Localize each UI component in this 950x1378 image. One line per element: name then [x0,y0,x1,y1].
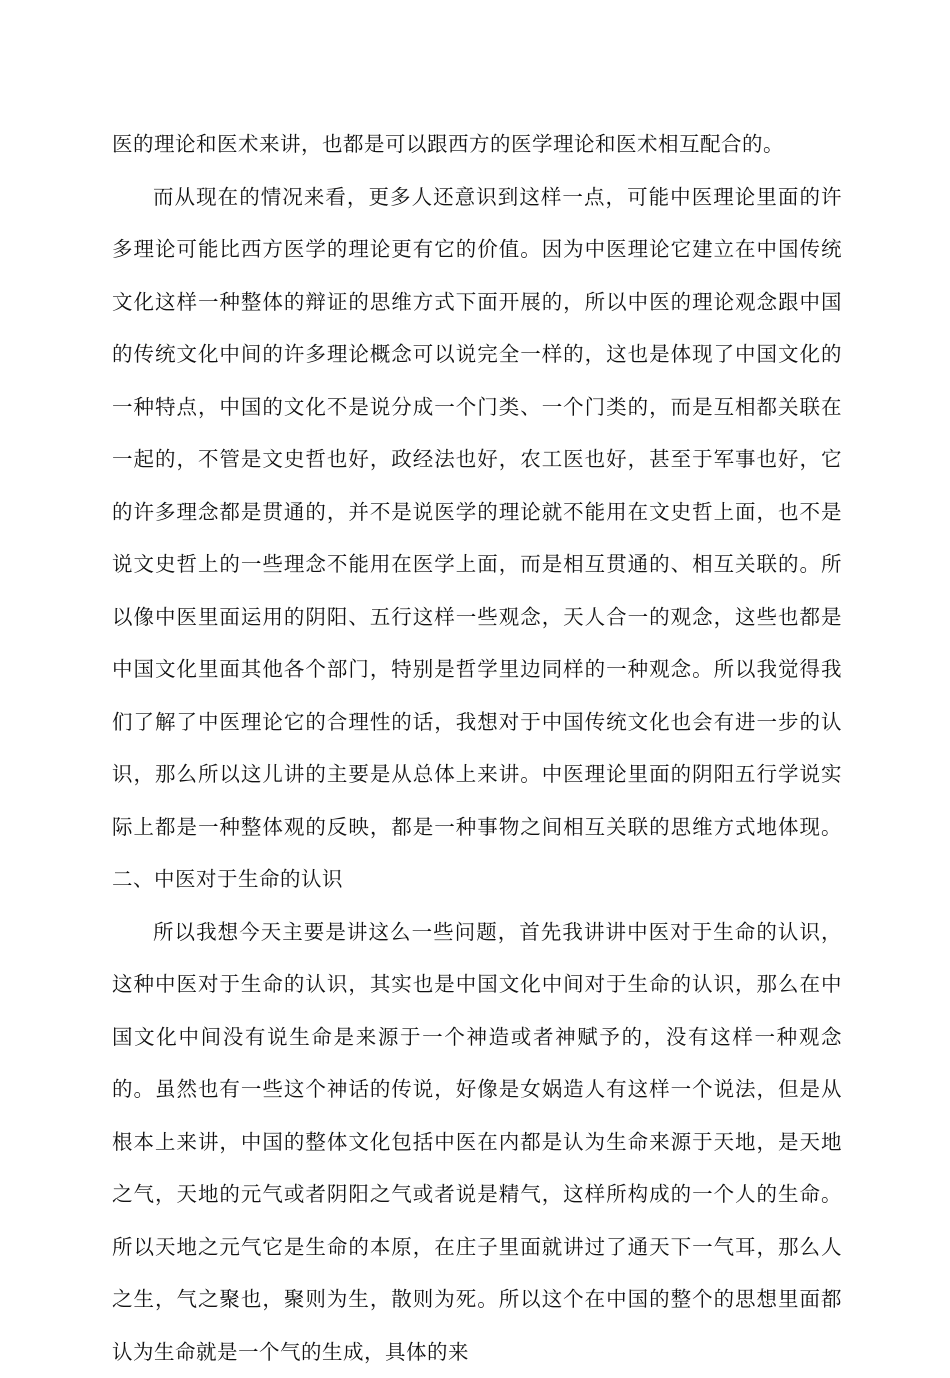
paragraph-continuation: 医的理论和医术来讲，也都是可以跟西方的医学理论和医术相互配合的。 [112,118,842,171]
paragraph: 而从现在的情况来看，更多人还意识到这样一点，可能中医理论里面的许多理论可能比西方医学的理论更有它的价值。因为中医理论它建立在中国传统文化这样一种整体的辩证的思维方式下面开展的，所以中医的理论观念跟中国的传统文化中间的许多理论概念可以说完全一样的，这也是体现了中国文化的一种特点，中国的文化不是说分成一个门类、一个门类的，而是互相都关联在一起的，不管是文史哲也好，政经法也好，农工医也好，甚至于军事也好，它的许多理念都是贯通的，并不是说医学的理论就不能用在文史哲上面，也不是说文史哲上的一些理念不能用在医学上面，而是相互贯通的、相互关联的。所以像中医里面运用的阴阳、五行这样一些观念，天人合一的观念，这些也都是中国文化里面其他各个部门，特别是哲学里边同样的一种观念。所以我觉得我们了解了中医理论它的合理性的话，我想对于中国传统文化也会有进一步的认识，那么所以这儿讲的主要是从总体上来讲。中医理论里面的阴阳五行学说实际上都是一种整体观的反映，都是一种事物之间相互关联的思维方式地体现。二、中医对于生命的认识 [112,171,842,906]
body-text [112,118,842,1378]
paragraph: 所以我想今天主要是讲这么一些问题，首先我讲讲中医对于生命的认识，这种中医对于生命的认识，其实也是中国文化中间对于生命的认识，那么在中国文化中间没有说生命是来源于一个神造或者神赋予的，没有这样一种观念的。虽然也有一些这个神话的传说，好像是女娲造人有这样一个说法，但是从根本上来讲，中国的整体文化包括中医在内都是认为生命来源于天地，是天地之气，天地的元气或者阴阳之气或者说是精气，这样所构成的一个人的生命。所以天地之元气它是生命的本原，在庄子里面就讲过了通天下一气耳，那么人之生，气之聚也，聚则为生，散则为死。所以这个在中国的整个的思想里面都认为生命就是一个气的生成，具体的来 [112,906,842,1378]
